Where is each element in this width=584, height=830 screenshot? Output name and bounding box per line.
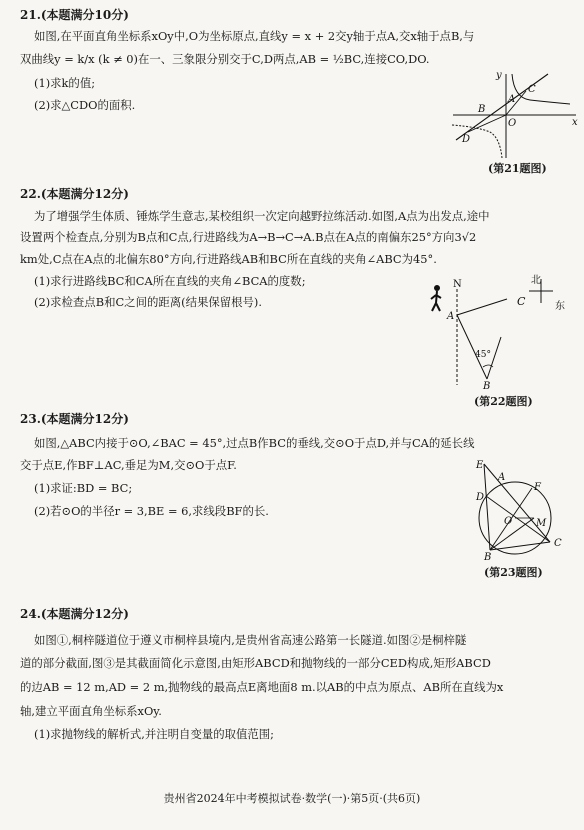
q22-heading: 22.(本题满分12分) bbox=[20, 187, 129, 201]
q22-caption: (第22题图) bbox=[474, 395, 533, 408]
q21-part-2: (2)求△CDO的面积. bbox=[34, 97, 136, 112]
q23-caption: (第23题图) bbox=[484, 566, 543, 579]
q23-fig-label-d: D bbox=[476, 492, 485, 503]
q24-part-1: (1)求抛物线的解析式,并注明自变量的取值范围; bbox=[34, 727, 275, 742]
q21-line-2: 双曲线y = k/x (k ≠ 0)在一、三象限分别交于C,D两点,AB = ½BC,连接CO,DO. bbox=[20, 52, 430, 67]
q23-part-1: (1)求证:BD = BC; bbox=[34, 480, 133, 495]
q23-figure bbox=[470, 460, 570, 563]
q23-fig-label-c: C bbox=[554, 538, 562, 549]
q23-heading: 23.(本题满分12分) bbox=[20, 412, 129, 426]
q21-fig-label-x: x bbox=[572, 117, 578, 128]
q23-fig-label-m: M bbox=[536, 518, 547, 529]
q24-line-2: 道的部分截面,图③是其截面简化示意图,由矩形ABCD和抛物线的一部分CED构成,矩形ABCD bbox=[20, 656, 491, 671]
q22-fig-label-n: N bbox=[453, 279, 462, 290]
q23-fig-label-e: E bbox=[476, 460, 484, 471]
runner-icon bbox=[431, 285, 441, 311]
q21-fig-label-a: A bbox=[508, 94, 516, 105]
q23-fig-label-f: F bbox=[534, 482, 541, 493]
q22-part-2: (2)求检查点B和C之间的距离(结果保留根号). bbox=[34, 295, 262, 310]
q22-fig-label-b: B bbox=[483, 381, 491, 392]
q22-line-3: km处,C点在A点的北偏东80°方向,行进路线AB和BC所在直线的夹角∠ABC为45°. bbox=[20, 251, 437, 266]
page-footer: 贵州省2024年中考模拟试卷·数学(一)·第5页·(共6页) bbox=[163, 792, 421, 805]
q22-fig-label-c: C bbox=[517, 295, 526, 308]
q24-line-4: 轴,建立平面直角坐标系xOy. bbox=[20, 703, 162, 718]
q23-part-2: (2)若⊙O的半径r = 3,BE = 6,求线段BF的长. bbox=[34, 503, 269, 518]
q22-fig-label-north: 北 bbox=[531, 275, 541, 286]
q24-line-1: 如图①,桐梓隧道位于遵义市桐梓县境内,是贵州省高速公路第一长隧道.如图②是桐梓隧 bbox=[34, 632, 467, 647]
q22-fig-label-east: 东 bbox=[555, 301, 565, 312]
q23-fig-label-o: O bbox=[504, 516, 513, 527]
q21-fig-label-d: D bbox=[462, 134, 471, 145]
q21-fig-label-c: C bbox=[528, 84, 536, 95]
q21-part-1: (1)求k的值; bbox=[34, 75, 96, 90]
q22-part-1: (1)求行进路线BC和CA所在直线的夹角∠BCA的度数; bbox=[34, 273, 306, 288]
q23-line-1: 如图,△ABC内接于⊙O,∠BAC = 45°,过点B作BC的垂线,交⊙O于点D,并与CA的延长线 bbox=[34, 435, 475, 450]
q22-line-1: 为了增强学生体质、锤炼学生意志,某校组织一次定向越野拉练活动.如图,A点为出发点,途中 bbox=[34, 208, 490, 223]
q21-fig-label-b: B bbox=[478, 104, 486, 115]
q21-line-1: 如图,在平面直角坐标系xOy中,O为坐标原点,直线y = x + 2交y轴于点A,交x轴于点B,与 bbox=[34, 28, 475, 43]
q21-fig-label-o: O bbox=[508, 118, 517, 129]
q22-fig-label-angle: 45° bbox=[475, 350, 491, 360]
q22-fig-label-a: A bbox=[447, 311, 455, 322]
q23-fig-label-b: B bbox=[484, 552, 492, 563]
q23-fig-label-a: A bbox=[498, 472, 506, 483]
q21-heading: 21.(本题满分10分) bbox=[20, 8, 129, 22]
q21-caption: (第21题图) bbox=[488, 162, 547, 175]
q24-line-3: 的边AB = 12 m,AD = 2 m,抛物线的最高点E离地面8 m.以AB的中点为原点、AB所在直线为x bbox=[20, 679, 504, 694]
q22-figure bbox=[425, 275, 575, 390]
q21-figure bbox=[448, 70, 578, 160]
q23-line-2: 交于点E,作BF⊥AC,垂足为M,交⊙O于点F. bbox=[20, 458, 237, 473]
q22-line-2: 设置两个检查点,分别为B点和C点,行进路线为A→B→C→A.B点在A点的南偏东25°方向3√2 bbox=[20, 230, 477, 245]
q24-heading: 24.(本题满分12分) bbox=[20, 607, 129, 621]
q21-fig-label-y: y bbox=[496, 70, 502, 81]
question-24 bbox=[20, 605, 580, 744]
